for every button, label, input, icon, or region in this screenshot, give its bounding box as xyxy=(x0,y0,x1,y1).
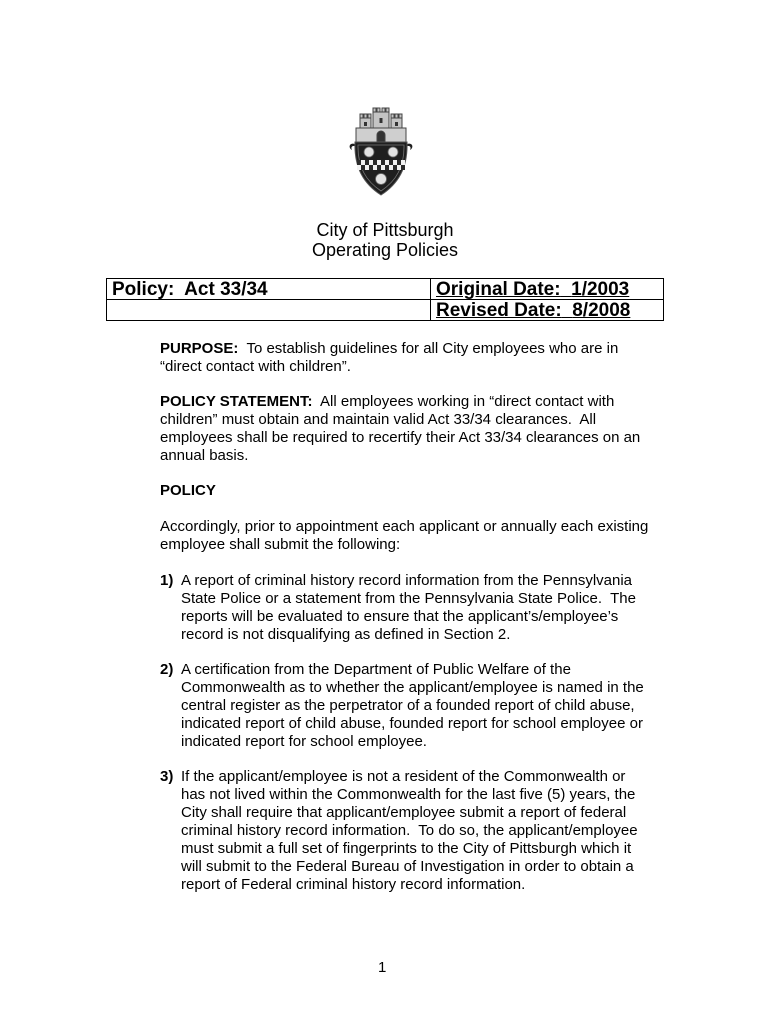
item-line: State Police or a statement from the Pennsylvania State Police. The xyxy=(181,590,636,607)
policy-statement-line: annual basis. xyxy=(160,447,249,464)
policy-statement-line: children” must obtain and maintain valid Act 33/34 clearances. All xyxy=(160,411,597,428)
item-line: must submit a full set of fingerprints to the City of Pittsburgh which it xyxy=(181,840,632,857)
item-number: 2) xyxy=(160,661,174,678)
requirement-item-1 xyxy=(160,572,636,644)
header-title: City of Pittsburgh xyxy=(316,220,454,240)
empty-cell xyxy=(107,300,431,320)
bezant-right xyxy=(388,147,398,157)
item-line: reports will be evaluated to ensure that the applicant’s/employee’s xyxy=(181,608,619,625)
item-line: report of Federal criminal history record information. xyxy=(181,876,526,893)
item-line: has not lived within the Commonwealth for the last five (5) years, the xyxy=(181,786,636,803)
item-line: record is not disqualifying as defined in Section 2. xyxy=(181,626,511,643)
revised-date-label: Revised Date: xyxy=(436,300,562,321)
city-seal-icon xyxy=(346,106,416,196)
document-header xyxy=(0,220,770,260)
item-line: criminal history record information. To do so, the applicant/employee xyxy=(181,822,638,839)
policy-statement-section xyxy=(160,393,640,465)
original-date-cell xyxy=(431,279,663,300)
purpose-text: To establish guidelines for all City employees who are in xyxy=(246,340,619,357)
policy-statement-line xyxy=(160,393,640,411)
shield xyxy=(350,142,413,195)
item-line: City shall require that applicant/employee submit a report of federal xyxy=(181,804,627,821)
policy-statement-line: employees shall be required to recertify their Act 33/34 clearances on an xyxy=(160,429,641,446)
item-line: indicated report of child abuse, founded report for school employee or xyxy=(181,715,643,732)
policy-cell xyxy=(107,279,431,300)
item-line: A report of criminal history record information from the Pennsylvania xyxy=(181,572,633,589)
item-number: 1) xyxy=(160,572,174,589)
bezant-left xyxy=(364,147,374,157)
intro-line: employee shall submit the following: xyxy=(160,536,401,553)
policy-statement-text: All employees working in “direct contact with xyxy=(320,393,615,410)
item-line: central register as the perpetrator of a founded report of child abuse, xyxy=(181,697,635,714)
intro-section xyxy=(160,518,648,554)
castle-crest xyxy=(356,108,406,142)
requirement-item-2 xyxy=(160,661,644,751)
header-subtitle: Operating Policies xyxy=(311,240,459,260)
page-number: 1 xyxy=(378,959,387,976)
purpose-line xyxy=(160,340,618,358)
revised-date-value: 8/2008 xyxy=(572,300,631,321)
policy-info-table xyxy=(106,278,664,321)
purpose-section xyxy=(160,340,618,376)
policy-statement-label: POLICY STATEMENT: xyxy=(160,393,313,410)
item-line: Commonwealth as to whether the applicant/employee is named in the xyxy=(181,679,644,696)
item-line: will submit to the Federal Bureau of Investigation in order to obtain a xyxy=(181,858,634,875)
purpose-line: “direct contact with children”. xyxy=(160,358,351,375)
item-line: A certification from the Department of Public Welfare of the xyxy=(181,661,571,678)
intro-line: Accordingly, prior to appointment each applicant or annually each existing xyxy=(160,518,649,535)
policy-label: Policy: xyxy=(112,279,175,300)
bezant-bottom xyxy=(376,174,387,185)
revised-date-cell xyxy=(431,300,663,320)
item-line: If the applicant/employee is not a resident of the Commonwealth or xyxy=(181,768,626,785)
policy-heading: POLICY xyxy=(160,482,216,499)
item-line: indicated report for school employee. xyxy=(181,733,427,750)
item-number: 3) xyxy=(160,768,174,785)
fess-checky xyxy=(357,160,405,170)
original-date-label: Original Date: xyxy=(436,279,561,300)
policy-value: Act 33/34 xyxy=(184,279,268,300)
original-date-value: 1/2003 xyxy=(571,279,630,300)
requirement-item-3 xyxy=(160,768,638,894)
purpose-label: PURPOSE: xyxy=(160,340,239,357)
